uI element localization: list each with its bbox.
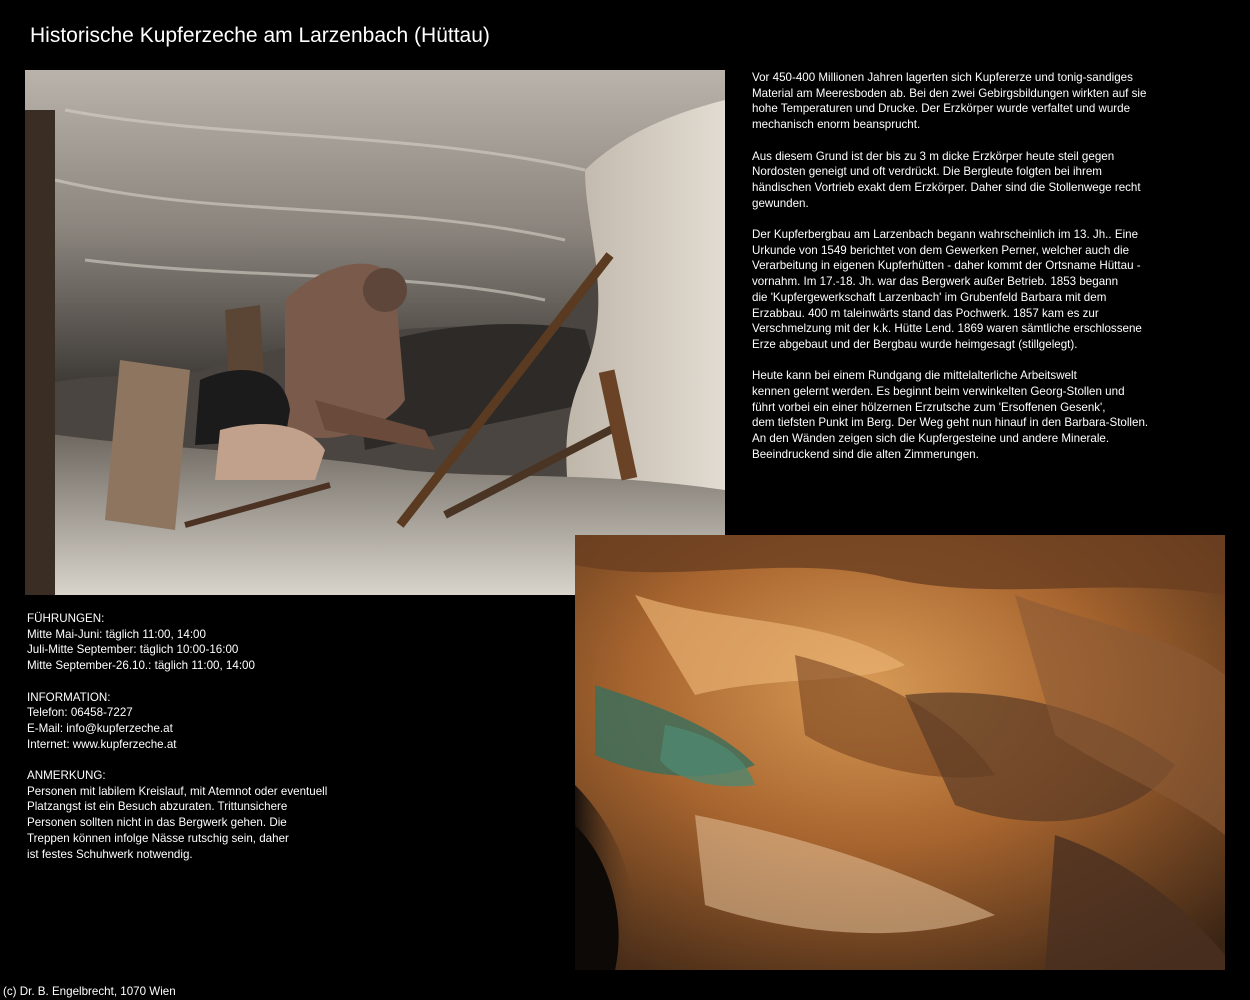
- copper-ore-wall-photo: [575, 535, 1225, 970]
- remark-heading: ANMERKUNG:: [27, 769, 106, 782]
- remark-line: ist festes Schuhwerk notwendig.: [27, 847, 193, 861]
- tour-time: Juli-Mitte September: täglich 10:00-16:00: [27, 643, 239, 657]
- description-paragraph: Aus diesem Grund ist der bis zu 3 m dicke Erzkörper heute steil gegen Nordosten geneigt und oft verdrückt. Die Bergleute folgten bei ihrem händischen Vortrieb exakt dem Erzkörper. Daher sind die Stollenwege recht gewunden.: [752, 149, 1141, 210]
- copyright-notice: (c) Dr. B. Engelbrecht, 1070 Wien: [3, 985, 176, 998]
- miner-figure-photo: [25, 70, 725, 595]
- page-title: Historische Kupferzeche am Larzenbach (Hüttau): [30, 24, 490, 47]
- information-heading: INFORMATION:: [27, 690, 111, 704]
- tour-time: Mitte September-26.10.: täglich 11:00, 14:00: [27, 659, 255, 673]
- description-paragraph: Vor 450-400 Millionen Jahren lagerten sich Kupfererze und tonig-sandiges Material am Meeresboden ab. Bei den zwei Gebirgsbildungen wirkten auf sie hohe Temperaturen und Drucke. Der Erzkörper wurde verfaltet und wurde mechanisch enorm beansprucht.: [752, 71, 1147, 132]
- tour-time: Mitte Mai-Juni: täglich 11:00, 14:00: [27, 627, 206, 641]
- tours-section: [27, 611, 357, 674]
- remark-line: Platzangst ist ein Besuch abzuraten. Trittunsichere: [27, 800, 288, 814]
- website-line: Internet: www.kupferzeche.at: [27, 737, 177, 751]
- history-description: [752, 70, 1172, 478]
- description-paragraph: Der Kupferbergbau am Larzenbach begann wahrscheinlich im 13. Jh.. Eine Urkunde von 1549 berichtet von dem Gewerken Perner, welcher auch die Verarbeitung in eigenen Kupferhütten - daher kommt der Ortsname Hüttau - vornahm. Im 17.-18. Jh. war das Bergwerk außer Betrieb. 1853 begann die 'Kupfergewerkschaft Larzenbach' im Grubenfeld Barbara mit dem Erzabbau. 400 m taleinwärts stand das Pochwerk. 1857 kam es zur Verschmelzung mit der k.k. Hütte Lend. 1869 waren sämtliche erschlossene Erze abgebaut und der Bergbau wurde heimgesagt (stillgelegt).: [752, 228, 1142, 351]
- remark-line: Personen mit labilem Kreislauf, mit Atemnot oder eventuell: [27, 784, 328, 798]
- remark-section: [27, 768, 357, 862]
- information-section: [27, 690, 357, 753]
- visitor-information: [27, 611, 357, 878]
- remark-line: Treppen können infolge Nässe rutschig sein, daher: [27, 831, 289, 845]
- remark-line: Personen sollten nicht in das Bergwerk gehen. Die: [27, 816, 287, 830]
- description-paragraph: Heute kann bei einem Rundgang die mittelalterliche Arbeitswelt kennen gelernt werden. Es beginnt beim verwinkelten Georg-Stollen und führt vorbei ein einer hölzernen Erzrutsche zum 'Ersoffenen Gesenk', dem tiefsten Punkt im Berg. Der Weg geht nun hinauf in den Barbara-Stollen. An den Wänden zeigen sich die Kupfergesteine und andere Minerale. Beeindruckend sind die alten Zimmerungen.: [752, 369, 1149, 461]
- phone-line: Telefon: 06458-7227: [27, 706, 133, 720]
- email-line: E-Mail: info@kupferzeche.at: [27, 721, 173, 735]
- tours-heading: FÜHRUNGEN:: [27, 612, 105, 625]
